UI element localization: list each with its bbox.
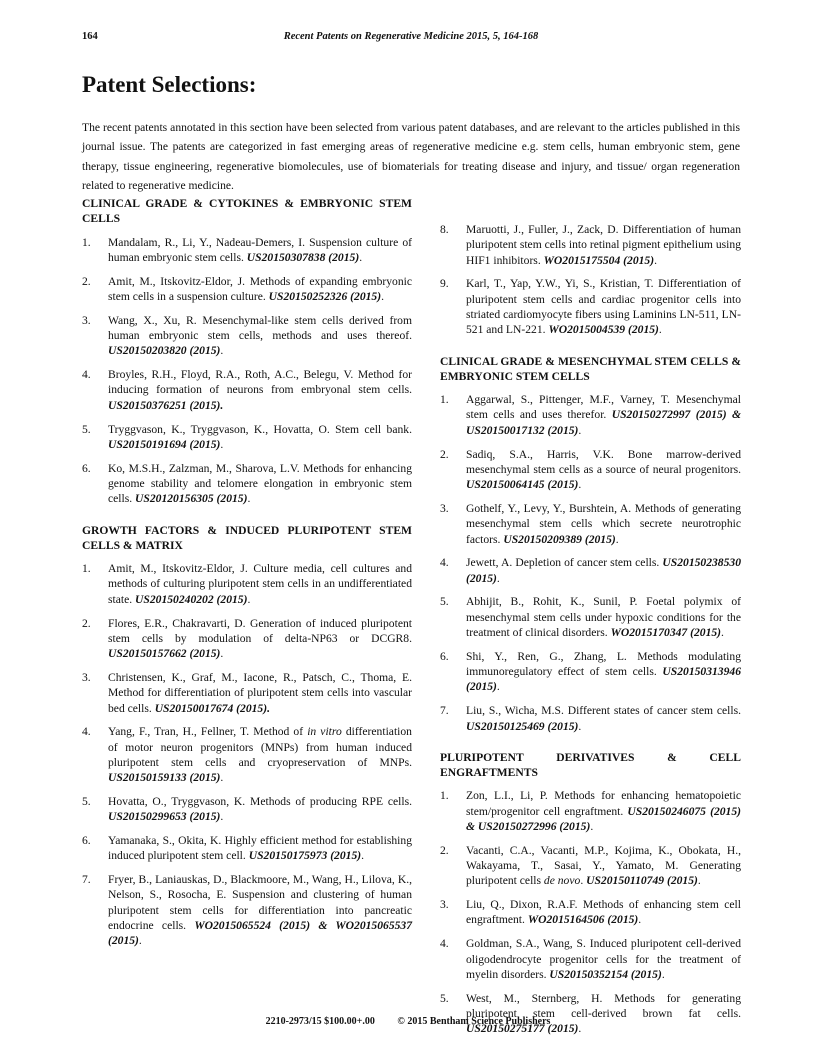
patent-number: US20150272997 (2015) & US20150017132 (2015) <box>466 408 741 437</box>
entry-text: . <box>721 626 724 640</box>
entry-text: Liu, Q., Dixon, R.A.F. Methods of enhancing stem cell engraftment. <box>466 898 741 927</box>
patent-entry <box>440 555 741 586</box>
left-column <box>82 196 412 965</box>
entry-text: . <box>247 492 251 506</box>
entry-number: 4. <box>440 556 449 570</box>
patent-number: WO2015170347 (2015) <box>610 626 722 640</box>
entry-number: 9. <box>440 277 449 291</box>
entry-text: . <box>578 1022 582 1036</box>
entry-text: Yamanaka, S., Okita, K. Highly efficient method for establishing induced pluripotent stem cell. <box>108 834 412 863</box>
entry-number: 1. <box>440 789 449 803</box>
patent-number: US20150017674 (2015). <box>154 701 270 715</box>
entry-text: . <box>138 934 142 948</box>
patent-section <box>440 222 741 338</box>
patent-number: US20150307838 (2015) <box>246 250 360 264</box>
entry-number: 5. <box>440 595 449 609</box>
entry-text: West, M., Sternberg, H. Methods for generating pluripotent stem cell-derived brown fat cells. <box>466 991 741 1020</box>
entry-text: Shi, Y., Ren, G., Zhang, L. Methods modulating immunoregulatory effect of stem cells. <box>466 649 741 679</box>
entry-text: . <box>578 423 582 437</box>
entry-text: . <box>496 571 500 585</box>
journal-citation: Recent Patents on Regenerative Medicine 2015, 5, 164-168 <box>283 31 539 42</box>
entry-text: differentiation of motor neuron progenitors (MNPs) from human induced pluripotent stem cells and cryopreservation of MNPs. <box>108 725 412 769</box>
patent-number: US20150209389 (2015) <box>503 532 616 546</box>
entry-number: 5. <box>82 795 91 808</box>
patent-list <box>440 392 741 734</box>
patent-number: US20150175973 (2015) <box>248 849 362 863</box>
patent-entry <box>440 703 741 734</box>
patent-number: US20150203820 (2015) <box>108 344 221 358</box>
entry-number: 6. <box>82 461 91 475</box>
entry-number: 7. <box>82 873 91 887</box>
patent-number: US20150240202 (2015) <box>135 592 248 606</box>
entry-text: Jewett, A. Depletion of cancer stem cells. <box>466 556 663 570</box>
patent-entry <box>82 724 412 785</box>
patent-number: US20150191694 (2015) <box>108 437 221 451</box>
patent-entry <box>440 501 741 547</box>
entry-text: . <box>220 771 224 785</box>
patent-entry <box>440 649 741 695</box>
entry-text: . <box>590 820 594 833</box>
entry-text: . <box>578 719 582 733</box>
patent-number: US20150246075 (2015) & US20150272996 (2015) <box>466 804 741 833</box>
italic-term: in vitro <box>307 725 342 739</box>
patent-entry <box>440 897 741 928</box>
entry-number: 1. <box>82 235 91 249</box>
entry-number: 3. <box>82 670 91 684</box>
entry-text: . <box>654 253 657 267</box>
entry-text: Aggarwal, S., Pittenger, M.F., Varney, T. Mesenchymal stem cells and uses therefor. <box>466 393 741 422</box>
patent-number: US20150064145 (2015) <box>466 478 579 492</box>
section-heading: GROWTH FACTORS & INDUCED PLURIPOTENT STEM CELLS & MATRIX <box>82 523 412 552</box>
entry-text: Yang, F., Tran, H., Fellner, T. Method of <box>108 725 308 739</box>
entry-text: . <box>496 680 500 694</box>
entry-number: 4. <box>440 937 449 951</box>
entry-number: 5. <box>440 991 449 1005</box>
patent-number: US20150110749 (2015) <box>586 874 698 888</box>
entry-number: 4. <box>82 368 91 382</box>
patent-number: WO2015164506 (2015) <box>527 913 639 927</box>
page-number: 164 <box>82 31 98 42</box>
section-heading: PLURIPOTENT DERIVATIVES & CELL ENGRAFTMENTS <box>440 750 741 780</box>
entry-text: Christensen, K., Graf, M., Iacone, R., Patsch, C., Thoma, E. Method for differentiation of pluripotent stem cells into vascular bed cells. <box>108 670 412 715</box>
patent-number: WO2015175504 (2015) <box>543 253 655 267</box>
entry-number: 2. <box>440 447 449 461</box>
patent-entry <box>82 274 412 305</box>
italic-term: de novo <box>543 874 581 888</box>
entry-text: Abhijit, B., Rohit, K., Sunil, P. Foetal polymix of mesenchymal stem cells under hypoxic conditions for the treatment of clinical disorders. <box>466 595 741 640</box>
entry-number: 3. <box>82 313 91 327</box>
patent-entry <box>82 670 412 716</box>
entry-text: Amit, M., Itskovitz-Eldor, J. Methods of expanding embryonic stem cells in a suspension culture. <box>108 274 412 303</box>
patent-section <box>440 354 741 734</box>
patent-entry <box>440 936 741 982</box>
entry-number: 6. <box>440 649 449 663</box>
entry-text: Vacanti, C.A., Vacanti, M.P., Kojima, K., Obokata, H., Wakayama, T., Sasai, Y., Yamato, M. Generating pluripotent cells <box>466 843 741 888</box>
page-title: Patent Selections: <box>82 72 257 97</box>
patent-entry <box>440 788 741 834</box>
patent-entry <box>82 872 412 948</box>
entry-number: 3. <box>440 501 449 515</box>
entry-number: 4. <box>82 725 91 739</box>
section-heading: CLINICAL GRADE & CYTOKINES & EMBRYONIC STEM CELLS <box>82 197 412 226</box>
entry-text: Wang, X., Xu, R. Mesenchymal-like stem cells derived from human embryonic stem cells, methods and uses thereof. <box>108 313 412 343</box>
entry-text: . <box>359 250 363 264</box>
entry-text: Karl, T., Yap, Y.W., Yi, S., Kristian, T. Differentiation of pluripotent stem cells and cardiac progenitor cells into striated cardiomyocyte fibers using Laminins LN-511, LN-521 and LN-221. <box>466 277 741 337</box>
entry-text: . <box>658 323 662 337</box>
patent-entry <box>440 594 741 640</box>
entry-text: Liu, S., Wicha, M.S. Different states of cancer stem cells. <box>466 704 741 718</box>
entry-text: Hovatta, O., Tryggvason, K. Methods of producing RPE cells. <box>108 795 412 808</box>
patent-entry <box>82 616 412 662</box>
entry-number: 2. <box>440 843 449 857</box>
patent-list <box>440 788 741 1036</box>
entry-text: . <box>220 344 224 358</box>
entry-number: 7. <box>440 704 449 718</box>
entry-text: Mandalam, R., Li, Y., Nadeau-Demers, I. Suspension culture of human embryonic stem cells. <box>108 235 412 264</box>
entry-text: . <box>697 874 701 888</box>
patent-number: US20120156305 (2015) <box>135 492 248 506</box>
patent-entry <box>82 235 412 266</box>
entry-text: Sadiq, S.A., Harris, V.K. Bone marrow-derived mesenchymal stem cells as a source of neural progenitors. <box>466 447 741 476</box>
patent-section <box>82 523 412 949</box>
entry-number: 6. <box>82 834 91 848</box>
entry-text: Ko, M.S.H., Zalzman, M., Sharova, L.V. Methods for enhancing genome stability and telomere elongation in embryonic stem cells. <box>108 461 412 506</box>
entry-text: . <box>381 289 384 303</box>
patent-entry <box>440 222 741 268</box>
patent-entry <box>440 447 741 493</box>
patent-entry <box>440 276 741 337</box>
entry-text: Broyles, R.H., Floyd, R.A., Roth, A.C., Belegu, V. Method for inducing formation of neurons from embryonal stem cells. <box>108 368 412 397</box>
entry-number: 2. <box>82 616 91 630</box>
entry-text: . <box>638 913 642 927</box>
entry-text: Zon, L.I., Li, P. Methods for enhancing hematopoietic stem/progenitor cell engraftment. <box>466 789 741 818</box>
patent-entry <box>440 843 741 889</box>
patent-entry <box>82 794 412 825</box>
patent-section <box>82 196 412 507</box>
patent-number: US20150299653 (2015) <box>108 810 221 824</box>
entry-text: Amit, M., Itskovitz-Eldor, J. Culture media, cell cultures and methods of culturing pluripotent stem cells in an undifferentiated state. <box>108 562 412 606</box>
patent-list <box>82 561 412 949</box>
patent-section <box>440 750 741 1037</box>
page-footer <box>0 1016 816 1027</box>
entry-text: Fryer, B., Laniauskas, D., Blackmoore, M., Wang, H., Lilova, K., Nelson, S., Rosocha, E. Suspension and clustering of human pluripotent stem cells for differentiation into pancreatic endocrine cells. <box>108 873 412 933</box>
entry-text: . <box>220 437 224 451</box>
issn-price: 2210-2973/15 $100.00+.00 <box>265 1016 375 1027</box>
patent-entry <box>82 461 412 507</box>
patent-list <box>82 235 412 507</box>
patent-list <box>440 222 741 338</box>
patent-number: US20150352154 (2015) <box>549 967 662 981</box>
entry-text: Gothelf, Y., Levy, Y., Burshtein, A. Methods of generating mesenchymal stem cells which secrete neurotrophic factors. <box>466 501 741 546</box>
patent-number: US20150252326 (2015) <box>268 289 382 303</box>
entry-text: Flores, E.R., Chakravarti, D. Generation of induced pluripotent stem cells by modulation of delta-NP63 or DCGR8. <box>108 616 412 645</box>
entry-number: 5. <box>82 422 91 436</box>
patent-number: US20150275177 (2015) <box>466 1022 579 1036</box>
entry-number: 8. <box>440 223 449 236</box>
entry-text: Goldman, S.A., Wang, S. Induced pluripotent cell-derived oligodendrocyte progenitor cells for the treatment of myelin disorders. <box>466 937 741 981</box>
patent-entry <box>82 561 412 607</box>
entry-text: . <box>661 967 665 981</box>
copyright: © 2015 Bentham Science Publishers <box>397 1016 551 1027</box>
patent-entry <box>440 991 741 1037</box>
patent-entry <box>440 392 741 438</box>
section-heading: CLINICAL GRADE & MESENCHYMAL STEM CELLS & EMBRYONIC STEM CELLS <box>440 354 741 383</box>
patent-number: WO2015065524 (2015) & WO2015065537 (2015) <box>108 919 413 948</box>
patent-number: US20150238530 (2015) <box>466 556 741 585</box>
entry-text: . <box>580 874 587 888</box>
patent-number: US20150313946 (2015) <box>466 665 741 694</box>
patent-entry <box>82 367 412 413</box>
patent-number: US20150157662 (2015) <box>108 647 221 661</box>
patent-number: WO2015004539 (2015) <box>548 323 659 337</box>
entry-number: 3. <box>440 898 449 912</box>
entry-text: Maruotti, J., Fuller, J., Zack, D. Differentiation of human pluripotent stem cells into retinal pigment epithelium using HIF1 inhibitors. <box>466 223 741 267</box>
entry-text: . <box>247 592 251 606</box>
entry-text: . <box>578 478 582 492</box>
entry-text: . <box>615 532 619 546</box>
patent-entry <box>82 313 412 359</box>
entry-number: 2. <box>82 274 91 288</box>
patent-number: US20150125469 (2015) <box>466 719 579 733</box>
entry-number: 1. <box>440 393 449 407</box>
patent-entry <box>82 422 412 453</box>
entry-text: . <box>361 849 365 863</box>
entry-text: Tryggvason, K., Tryggvason, K., Hovatta, O. Stem cell bank. <box>108 422 412 436</box>
entry-text: . <box>220 810 224 824</box>
entry-text: . <box>220 647 224 661</box>
right-column <box>440 222 741 1053</box>
intro-paragraph: The recent patents annotated in this section have been selected from various patent databases, and are relevant to the articles published in this journal issue. The patents are categorized in fast emerging areas of regenerative medicine e.g. stem cells, human embryonic stem, gene therapy, tissue engineering, regenerative biomolecules, use of biomaterials for treating disease and injury, and tissue/ organ regeneration related to regenerative medicine. <box>82 121 740 192</box>
patent-entry <box>82 833 412 864</box>
patent-number: US20150159133 (2015) <box>108 771 221 785</box>
patent-number: US20150376251 (2015). <box>108 398 224 412</box>
entry-number: 1. <box>82 562 91 576</box>
